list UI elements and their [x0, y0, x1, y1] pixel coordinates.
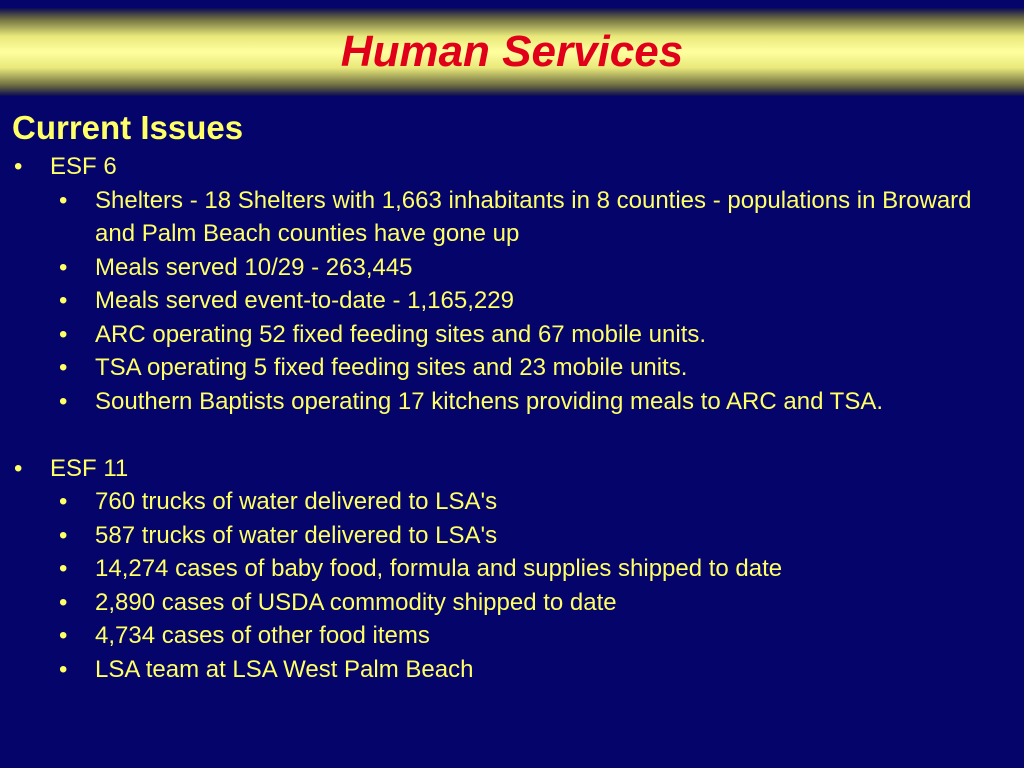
- bullet-icon: •: [59, 655, 68, 683]
- sub-bullet-item: [50, 653, 990, 687]
- bullet-icon: •: [14, 454, 23, 482]
- bullet-icon: •: [14, 153, 23, 180]
- sub-bullet-text: 4,734 cases of other food items: [95, 622, 430, 649]
- bullet-icon: •: [59, 186, 68, 214]
- sub-bullet-text: 2,890 cases of USDA commodity shipped to date: [95, 588, 617, 616]
- sub-bullet-item: [50, 284, 990, 318]
- bullet-label: ESF 11: [50, 454, 129, 482]
- sub-bullet-item: [50, 485, 990, 519]
- bullet-esf-11: [12, 452, 1012, 687]
- sub-bullet-text: Meals served 10/29 - 263,445: [95, 253, 413, 281]
- sub-bullet-text: Shelters - 18 Shelters with 1,663 inhabitants in 8 counties - populations in Broward and Palm Beach counties have gone up: [95, 186, 972, 247]
- slide-title: Human Services: [340, 27, 684, 76]
- sub-bullet-item: [50, 251, 990, 285]
- sub-bullet-item: [50, 619, 990, 653]
- sub-bullet-item: [50, 184, 990, 251]
- bullet-esf-6: [12, 150, 1012, 418]
- bullet-icon: •: [59, 588, 68, 616]
- sub-bullet-list: [50, 485, 1012, 686]
- sub-bullet-item: [50, 351, 990, 385]
- sub-bullet-text: 14,274 cases of baby food, formula and supplies shipped to date: [95, 555, 783, 582]
- sub-bullet-text: 760 trucks of water delivered to LSA's: [95, 488, 498, 515]
- sub-bullet-item: [50, 586, 990, 620]
- section-heading: Current Issues: [12, 109, 244, 146]
- bullet-icon: •: [59, 354, 68, 381]
- bullet-icon: •: [59, 387, 68, 415]
- slide-content: [12, 108, 1012, 686]
- bullet-icon: •: [59, 521, 68, 549]
- bullet-icon: •: [59, 622, 68, 649]
- sub-bullet-text: Southern Baptists operating 17 kitchens providing meals to ARC and TSA.: [95, 387, 884, 415]
- sub-bullet-item: [50, 552, 990, 586]
- sub-bullet-text: LSA team at LSA West Palm Beach: [95, 655, 474, 683]
- sub-bullet-text: ARC operating 52 fixed feeding sites and 67 mobile units.: [95, 320, 707, 348]
- sub-bullet-text: TSA operating 5 fixed feeding sites and 23 mobile units.: [95, 354, 688, 381]
- bullet-label: ESF 6: [50, 153, 117, 180]
- bullet-icon: •: [59, 320, 68, 348]
- bullet-icon: •: [59, 253, 68, 281]
- bullet-icon: •: [59, 555, 68, 582]
- sub-bullet-item: [50, 318, 990, 352]
- sub-bullet-item: [50, 519, 990, 553]
- bullet-icon: •: [59, 488, 68, 515]
- bullet-icon: •: [59, 287, 68, 314]
- sub-bullet-list: [50, 184, 1012, 419]
- bullet-list: [12, 150, 1012, 686]
- sub-bullet-text: Meals served event-to-date - 1,165,229: [95, 287, 514, 314]
- sub-bullet-item: [50, 385, 990, 419]
- sub-bullet-text: 587 trucks of water delivered to LSA's: [95, 521, 498, 549]
- list-spacer: [12, 418, 1012, 452]
